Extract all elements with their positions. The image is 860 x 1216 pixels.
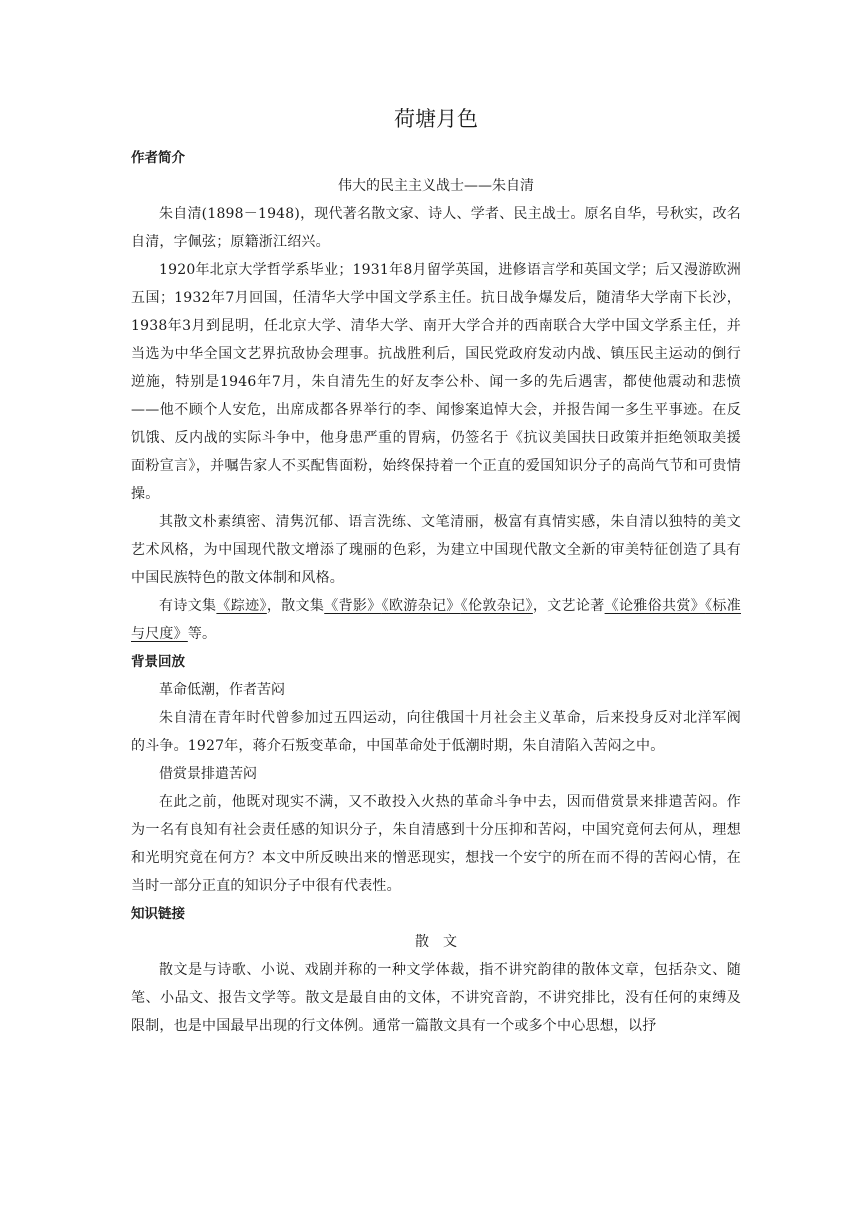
section-heading-author: 作者简介 (131, 150, 185, 166)
section-heading-knowledge: 知识链接 (131, 906, 185, 922)
works-paragraph (131, 592, 741, 648)
author-subtitle: 伟大的民主主义战士——朱自清 (338, 178, 534, 194)
background-paragraph: 在此之前，他既对现实不满，又不敢投入火热的革命斗争中去，因而借赏景来排遣苦闷。作为一名有良知有社会责任感的知识分子，朱自清感到十分压抑和苦闷，中国究竟何去何从，理想和光明究竟在何方？本文中所反映出来的憎恶现实，想找一个安宁的所在而不得的苦闷心情，在当时一部分正直的知识分子中很有代表性。 (131, 794, 741, 894)
work-title: 《伦敦杂记》 (460, 598, 533, 614)
works-text: 有诗文集 (159, 598, 217, 614)
knowledge-subtitle: 散 文 (415, 934, 457, 950)
section-heading-background: 背景回放 (131, 654, 185, 670)
work-title: 《标准与尺度》 (131, 598, 741, 642)
work-title: 《踪迹》 (216, 598, 267, 614)
works-text: ，文艺论著 (532, 598, 605, 614)
works-text: ，散文集 (266, 598, 325, 614)
author-paragraph: 朱自清(1898－1948)，现代著名散文家、诗人、学者、民主战士。原名自华，号秋实，改名自清，字佩弦；原籍浙江绍兴。 (131, 206, 741, 250)
page-title: 荷塘月色 (394, 107, 478, 131)
work-title: 《背影》 (324, 598, 382, 614)
background-paragraph: 朱自清在青年时代曾参加过五四运动，向往俄国十月社会主义革命，后来投身反对北洋军阀的斗争。1927年，蒋介石叛变革命，中国革命处于低潮时期，朱自清陷入苦闷之中。 (131, 710, 741, 754)
work-title: 《欧游杂记》 (381, 598, 461, 614)
author-paragraph: 其散文朴素缜密、清隽沉郁、语言洗练、文笔清丽，极富有真情实感，朱自清以独特的美文艺术风格，为中国现代散文增添了瑰丽的色彩，为建立中国现代散文全新的审美特征创造了具有中国民族特色的散文体制和风格。 (131, 514, 741, 586)
author-paragraph: 1920年北京大学哲学系毕业；1931年8月留学英国，进修语言学和英国文学；后又漫游欧洲五国；1932年7月回国，任清华大学中国文学系主任。抗日战争爆发后，随清华大学南下长沙，1938年3月到昆明，任北京大学、清华大学、南开大学合并的西南联合大学中国文学系主任，并当选为中华全国文艺界抗敌协会理事。抗战胜利后，国民党政府发动内战、镇压民主运动的倒行逆施，特别是1946年7月，朱自清先生的好友李公朴、闻一多的先后遇害，都使他震动和悲愤——他不顾个人安危，出席成都各界举行的李、闻惨案追悼大会，并报告闻一多生平事迹。在反饥饿、反内战的实际斗争中，他身患严重的胃病，仍签名于《抗议美国扶日政策并拒绝领取美援面粉宣言》，并嘱告家人不买配售面粉，始终保持着一个正直的爱国知识分子的高尚气节和可贵情操。 (131, 262, 741, 502)
background-subheading: 借赏景排遣苦闷 (159, 766, 257, 782)
works-text: 等。 (187, 626, 217, 642)
background-subheading: 革命低潮，作者苦闷 (159, 682, 285, 698)
work-title: 《论雅俗共赏》 (604, 598, 706, 614)
knowledge-paragraph: 散文是与诗歌、小说、戏剧并称的一种文学体裁，指不讲究韵律的散体文章，包括杂文、随笔、小品文、报告文学等。散文是最自由的文体，不讲究音韵，不讲究排比，没有任何的束缚及限制，也是中国最早出现的行文体例。通常一篇散文具有一个或多个中心思想，以抒 (131, 962, 741, 1034)
document-body (131, 102, 741, 1040)
